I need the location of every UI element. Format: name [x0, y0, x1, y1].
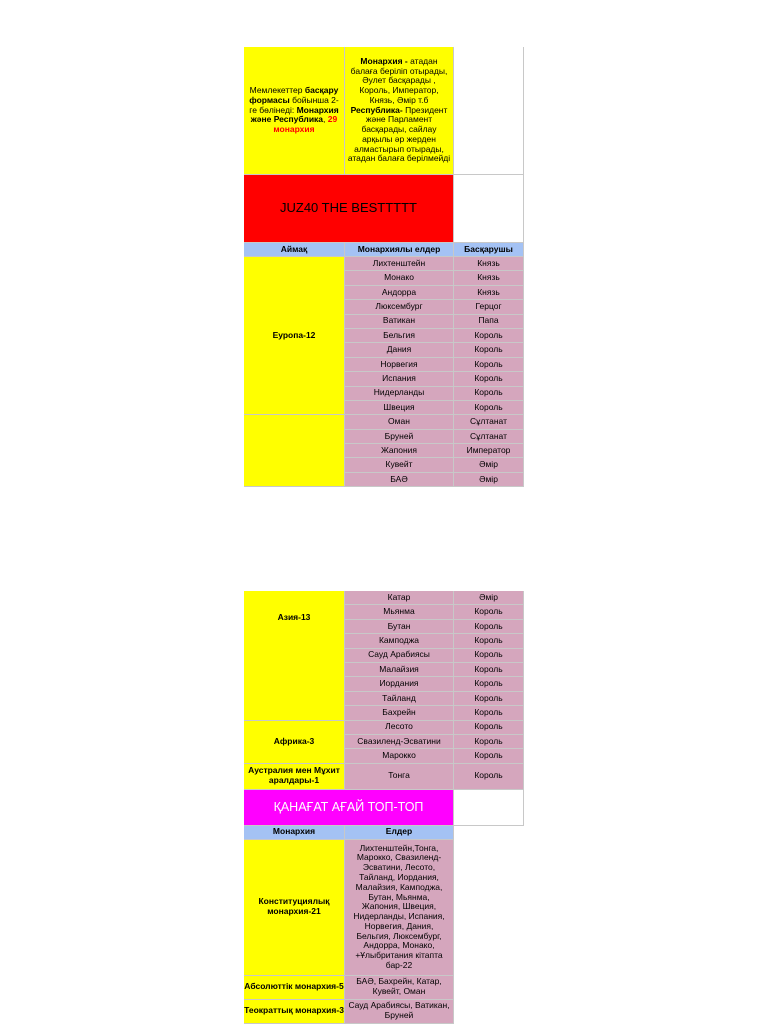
- table-row: [345, 372, 524, 386]
- country-cell: Испания: [345, 372, 454, 386]
- ruler-cell: Сұлтанат: [454, 415, 524, 429]
- ruler-cell: Король: [454, 343, 524, 357]
- country-cell: Свазиленд-Эсватини: [345, 735, 454, 749]
- theocratic-countries: Сауд Арабиясы, Ватикан, Бруней: [345, 1000, 454, 1024]
- table-row: [345, 430, 524, 444]
- ruler-cell: Король: [454, 764, 524, 790]
- country-cell: Ватикан: [345, 315, 454, 329]
- ruler-cell: Король: [454, 706, 524, 720]
- table-row: [345, 620, 524, 634]
- country-cell: Андорра: [345, 286, 454, 300]
- intro-definitions-text: Монархия - атадан балаға беріліп отырады, Әулет басқарады , Король, Император, Князь, Әмір т.б Республика- Президент және Парламент басқарады, сайлау арқылы әр жерден алмастырып отырады, атадан балаға берілмейді: [347, 55, 451, 164]
- country-cell: Нидерланды: [345, 387, 454, 401]
- ruler-cell: Король: [454, 634, 524, 648]
- table-row: [345, 329, 524, 343]
- ruler-cell: Князь: [454, 257, 524, 271]
- table-row: [345, 444, 524, 458]
- header-countries-list: Елдер: [345, 826, 454, 840]
- header-monarchy-type: Монархия: [244, 826, 345, 840]
- country-cell: Малайзия: [345, 663, 454, 677]
- banner-red-title: JUZ40 THE BESTTTTT: [280, 200, 417, 216]
- country-cell: Лесото: [345, 721, 454, 735]
- ruler-cell: Король: [454, 605, 524, 619]
- table-row: [345, 271, 524, 285]
- ruler-cell: Король: [454, 749, 524, 763]
- table-row: [345, 721, 524, 735]
- table-row: [345, 415, 524, 429]
- table-row: [345, 401, 524, 415]
- africa-rows: [345, 721, 524, 764]
- table-row: [345, 706, 524, 720]
- ruler-cell: Король: [454, 372, 524, 386]
- table-row: [345, 257, 524, 271]
- country-cell: Бруней: [345, 430, 454, 444]
- country-cell: Марокко: [345, 749, 454, 763]
- table-row: [345, 458, 524, 472]
- table-row: [345, 358, 524, 372]
- ruler-cell: Әмір: [454, 458, 524, 472]
- table-row: [345, 634, 524, 648]
- asia-rows-page1: [345, 415, 524, 487]
- table-row: [345, 300, 524, 314]
- absolute-countries: БАӘ, Бахрейн, Катар, Кувейт, Оман: [345, 976, 454, 1000]
- table-row: [345, 473, 524, 487]
- europe-rows: [345, 257, 524, 415]
- country-cell: Лихтенштейн: [345, 257, 454, 271]
- spreadsheet-page-2: [244, 591, 524, 1024]
- country-cell: Камподжа: [345, 634, 454, 648]
- constitutional-countries: Лихтенштейн,Тонга, Марокко, Свазиленд-Эсватини, Лесото, Тайланд, Иордания, Малайзия, Камподжа, Бутан, Мьянма, Жапония, Швеция, Нидерланды, Испания, Норвегия, Дания, Бельгия, Люксембург, Андорра, Монако, +Ұлыбритания кітапта бар-22: [345, 840, 454, 976]
- header-ruler: Басқарушы: [454, 243, 524, 257]
- country-cell: Тонга: [345, 764, 454, 790]
- asia-rows-page2: [345, 591, 524, 721]
- ruler-cell: Король: [454, 401, 524, 415]
- ruler-cell: Герцог: [454, 300, 524, 314]
- table-row: [345, 749, 524, 763]
- country-cell: Катар: [345, 591, 454, 605]
- country-cell: Монако: [345, 271, 454, 285]
- country-cell: Бахрейн: [345, 706, 454, 720]
- intro-summary-cell: [244, 47, 345, 175]
- ruler-cell: Король: [454, 663, 524, 677]
- region-asia: Азия-13: [244, 591, 345, 721]
- ruler-cell: Король: [454, 649, 524, 663]
- country-cell: Оман: [345, 415, 454, 429]
- banner-magenta-title: ҚАНАҒАТ АҒАЙ ТОП-ТОП: [273, 800, 424, 814]
- ruler-cell: Князь: [454, 271, 524, 285]
- ruler-cell: Король: [454, 620, 524, 634]
- country-cell: Швеция: [345, 401, 454, 415]
- ruler-cell: Король: [454, 387, 524, 401]
- region-europe: Еуропа-12: [244, 257, 345, 415]
- country-cell: Люксембург: [345, 300, 454, 314]
- table-row: [345, 387, 524, 401]
- table-row: [345, 343, 524, 357]
- ruler-cell: Король: [454, 677, 524, 691]
- country-cell: Кувейт: [345, 458, 454, 472]
- ruler-cell: Әмір: [454, 591, 524, 605]
- country-cell: Норвегия: [345, 358, 454, 372]
- ruler-cell: Папа: [454, 315, 524, 329]
- table-row: [345, 649, 524, 663]
- table-row: [345, 663, 524, 677]
- region-asia-continued: [244, 415, 345, 487]
- intro-definitions-cell: [345, 47, 454, 175]
- country-cell: Жапония: [345, 444, 454, 458]
- empty-cell: [454, 790, 524, 826]
- country-cell: Сауд Арабиясы: [345, 649, 454, 663]
- region-oceania: Аустралия мен Мұхит аралдары-1: [244, 764, 345, 790]
- monarchy-type-theocratic: Теократтық монархия-3: [244, 1000, 345, 1024]
- country-cell: Мьянма: [345, 605, 454, 619]
- country-cell: Тайланд: [345, 692, 454, 706]
- header-region: Аймақ: [244, 243, 345, 257]
- spreadsheet-page-1: [244, 47, 524, 487]
- table-row: [345, 315, 524, 329]
- banner-red: [244, 175, 454, 243]
- empty-cell: [454, 47, 524, 175]
- country-cell: Бутан: [345, 620, 454, 634]
- country-cell: Бельгия: [345, 329, 454, 343]
- table-row: [345, 286, 524, 300]
- table-row: [345, 605, 524, 619]
- table-row: [345, 735, 524, 749]
- ruler-cell: Король: [454, 329, 524, 343]
- header-countries: Монархиялы елдер: [345, 243, 454, 257]
- intro-summary-text: Мемлекеттер басқару формасы бойынша 2-ге бөлінеді: Монархия және Республика, 29 монархия: [249, 85, 339, 135]
- monarchy-type-constitutional: Конституциялық монархия-21: [244, 840, 345, 976]
- country-cell: Иордания: [345, 677, 454, 691]
- ruler-cell: Король: [454, 721, 524, 735]
- country-cell: Дания: [345, 343, 454, 357]
- table-row: [345, 591, 524, 605]
- empty-cell: [454, 175, 524, 243]
- banner-magenta: [244, 790, 454, 826]
- table-row: [345, 677, 524, 691]
- ruler-cell: Король: [454, 735, 524, 749]
- ruler-cell: Әмір: [454, 473, 524, 487]
- ruler-cell: Император: [454, 444, 524, 458]
- ruler-cell: Король: [454, 358, 524, 372]
- ruler-cell: Князь: [454, 286, 524, 300]
- region-africa: Африка-3: [244, 721, 345, 764]
- country-cell: БАӘ: [345, 473, 454, 487]
- monarchy-type-absolute: Абсолюттік монархия-5: [244, 976, 345, 1000]
- ruler-cell: Сұлтанат: [454, 430, 524, 444]
- table-row: [345, 692, 524, 706]
- ruler-cell: Король: [454, 692, 524, 706]
